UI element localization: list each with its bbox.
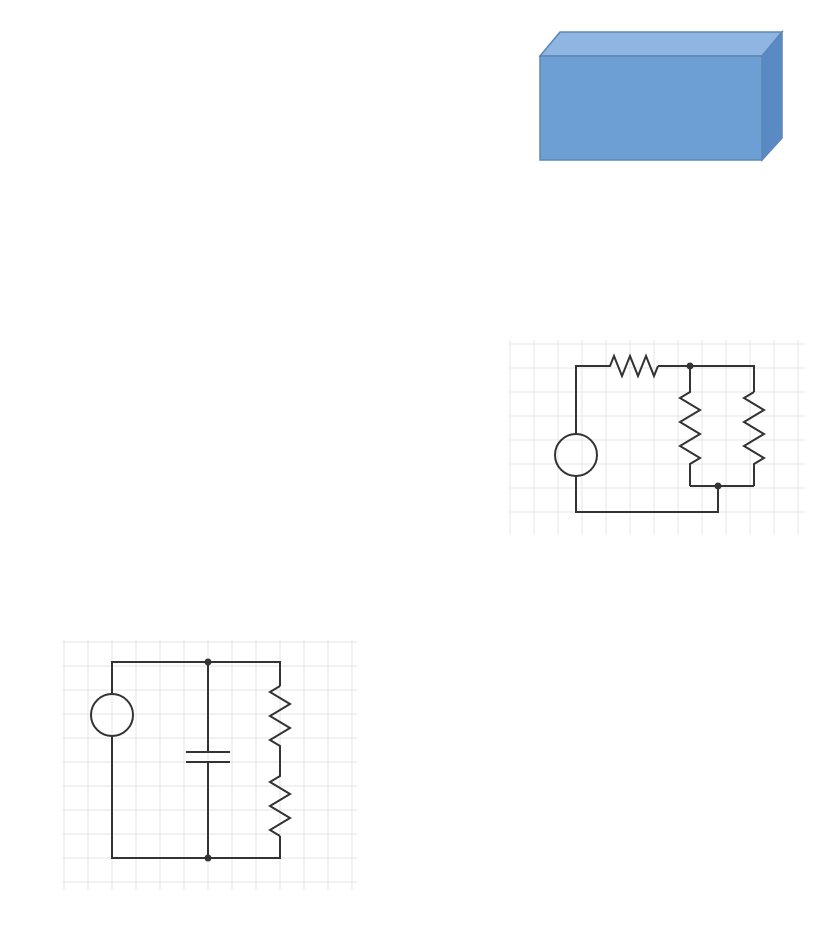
ex3-wire-bottom <box>112 736 280 858</box>
ex2-wire-bottom <box>576 476 754 512</box>
ex3-node-top <box>205 659 212 666</box>
ex2-wire-left <box>576 366 602 434</box>
ex2-node-bottom <box>715 483 722 490</box>
ex2-node-top <box>687 363 694 370</box>
ex3-node-bottom <box>205 855 212 862</box>
parallelepiped-top-face <box>540 32 782 56</box>
ex3-circuit <box>62 640 362 890</box>
ex3-r2-resistor <box>270 686 290 760</box>
ex2-r2-resistor <box>744 392 764 486</box>
ex2-r1-resistor <box>680 366 700 486</box>
ex2-wire-top <box>658 366 754 392</box>
ex3-wire-loop <box>112 662 280 694</box>
ex2-circuit <box>510 340 810 540</box>
ex3-circuit-grid <box>62 640 357 890</box>
parallelepiped-figure <box>530 28 830 178</box>
parallelepiped-front-face <box>540 56 762 160</box>
